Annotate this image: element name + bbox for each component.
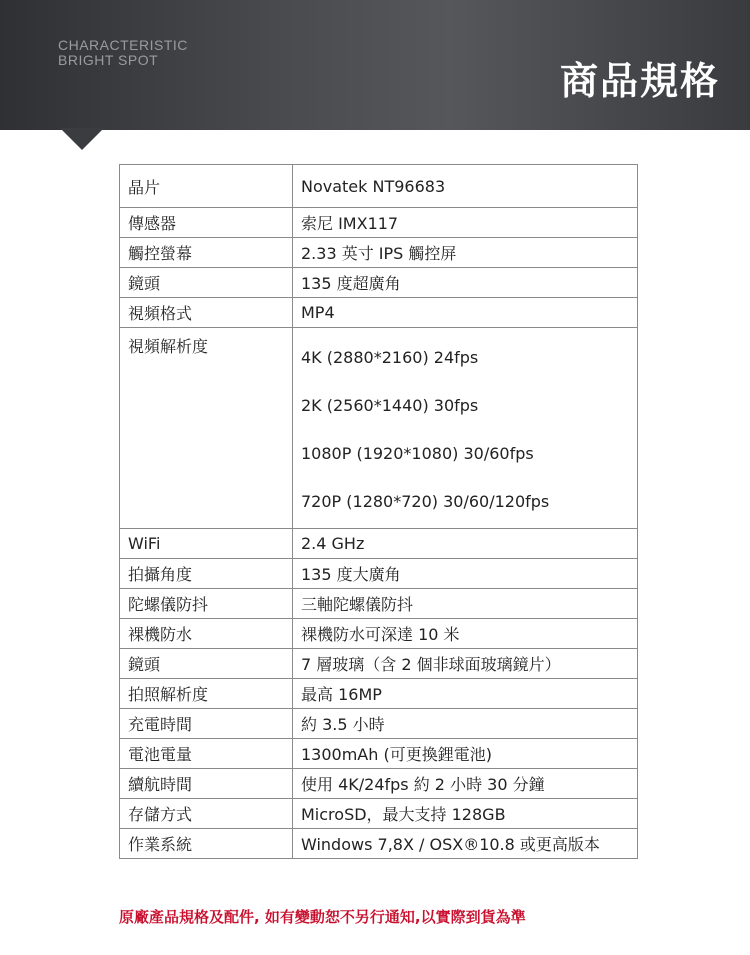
spec-label: 續航時間 [120, 769, 293, 799]
disclaimer-note: 原廠產品規格及配件, 如有變動恕不另行通知,以實際到貨為準 [119, 908, 526, 926]
spec-label: 傳感器 [120, 208, 293, 238]
spec-value: 索尼 IMX117 [293, 208, 638, 238]
resolution-option: 1080P (1920*1080) 30/60fps [301, 444, 534, 463]
banner-pointer [60, 128, 104, 150]
table-row [120, 238, 638, 268]
spec-value: 135 度超廣角 [293, 268, 638, 298]
spec-label: 鏡頭 [120, 268, 293, 298]
spec-label: 充電時間 [120, 709, 293, 739]
page-title: 商品規格 [559, 59, 720, 103]
spec-value: 1300mAh (可更換鋰電池) [293, 739, 638, 769]
spec-value: 最高 16MP [293, 679, 638, 709]
table-row [120, 529, 638, 559]
spec-label: WiFi [120, 529, 293, 559]
table-row [120, 679, 638, 709]
spec-label: 視頻格式 [120, 298, 293, 328]
tagline-line-2: BRIGHT SPOT [58, 52, 159, 68]
table-row [120, 799, 638, 829]
spec-value: 2.33 英寸 IPS 觸控屏 [293, 238, 638, 268]
spec-label: 拍照解析度 [120, 679, 293, 709]
spec-value: 使用 4K/24fps 約 2 小時 30 分鐘 [293, 769, 638, 799]
table-row [120, 208, 638, 238]
spec-value: 135 度大廣角 [293, 559, 638, 589]
table-row [120, 619, 638, 649]
table-row [120, 709, 638, 739]
spec-label: 作業系統 [120, 829, 293, 859]
spec-label: 晶片 [120, 165, 293, 208]
resolution-option: 2K (2560*1440) 30fps [301, 396, 479, 415]
spec-table [119, 164, 638, 859]
spec-label: 裸機防水 [120, 619, 293, 649]
header-banner [0, 0, 750, 130]
table-row [120, 328, 638, 529]
tagline [58, 38, 188, 68]
table-row [120, 589, 638, 619]
spec-value: Windows 7,8X / OSX®10.8 或更高版本 [293, 829, 638, 859]
table-row [120, 298, 638, 328]
spec-label: 視頻解析度 [120, 328, 293, 529]
table-row [120, 649, 638, 679]
spec-value: Novatek NT96683 [293, 165, 638, 208]
table-row [120, 769, 638, 799]
table-row [120, 829, 638, 859]
spec-label: 拍攝角度 [120, 559, 293, 589]
spec-label: 觸控螢幕 [120, 238, 293, 268]
spec-value: MP4 [293, 298, 638, 328]
spec-label: 電池電量 [120, 739, 293, 769]
table-row [120, 165, 638, 208]
table-row [120, 268, 638, 298]
spec-label: 存儲方式 [120, 799, 293, 829]
spec-value: 7 層玻璃（含 2 個非球面玻璃鏡片） [293, 649, 638, 679]
spec-label: 鏡頭 [120, 649, 293, 679]
spec-value: 裸機防水可深達 10 米 [293, 619, 638, 649]
table-row [120, 739, 638, 769]
table-row [120, 559, 638, 589]
spec-value: MicroSD，最大支持 128GB [293, 799, 638, 829]
spec-label: 陀螺儀防抖 [120, 589, 293, 619]
resolution-option: 720P (1280*720) 30/60/120fps [301, 492, 550, 511]
resolution-option: 4K (2880*2160) 24fps [301, 348, 479, 367]
tagline-line-1: CHARACTERISTIC [58, 37, 188, 53]
spec-value: 約 3.5 小時 [293, 709, 638, 739]
spec-value-list [293, 328, 638, 529]
spec-value: 2.4 GHz [293, 529, 638, 559]
spec-value: 三軸陀螺儀防抖 [293, 589, 638, 619]
